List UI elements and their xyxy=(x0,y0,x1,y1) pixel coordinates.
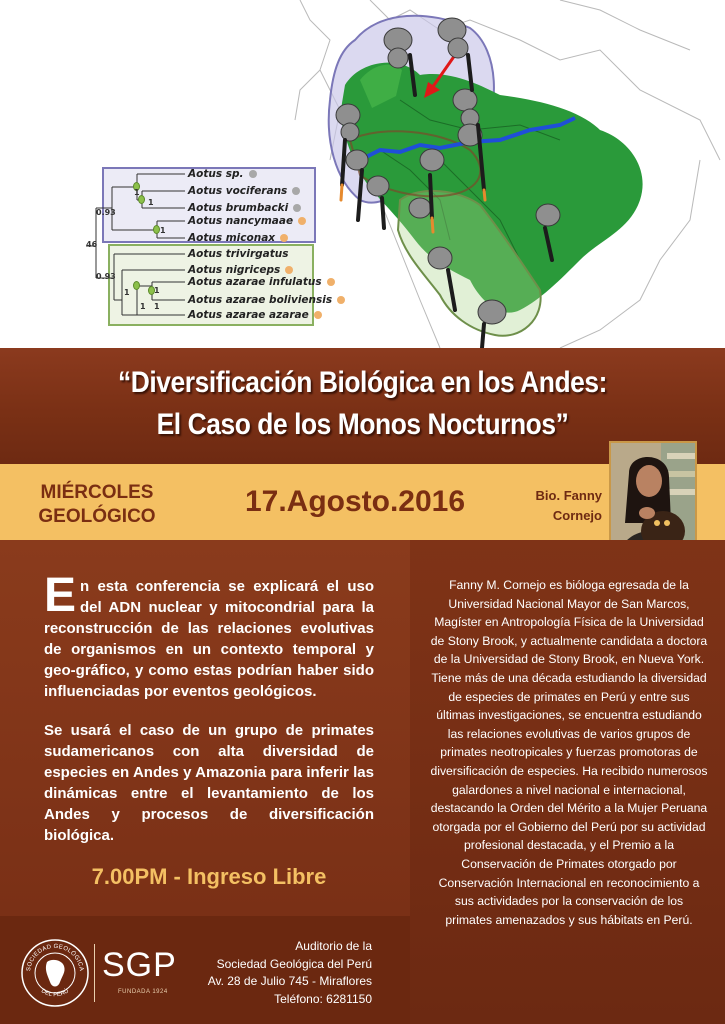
drop-cap: E xyxy=(44,569,77,622)
distribution-marker xyxy=(337,296,345,304)
distribution-marker xyxy=(298,217,306,225)
title-line-2: El Caso de los Monos Nocturnos” xyxy=(156,408,569,441)
description-paragraph-2: Se usará el caso de un grupo de primates sudamericanos con alta diversidad de especies en Andes y Amazonia para inferir las dinámicas entre el levantamiento de los Andes y procesos de diversificación biológica. xyxy=(44,722,374,844)
taxon-label: Aotus nancymaae xyxy=(188,215,306,227)
support-value: 1 xyxy=(154,286,160,295)
distribution-marker xyxy=(314,311,322,319)
support-value: 46 xyxy=(86,240,98,249)
event-series-name xyxy=(22,481,172,529)
sgp-seal-logo xyxy=(20,938,90,1008)
distribution-marker xyxy=(327,278,335,286)
speaker-name-line-2: Cornejo xyxy=(552,508,602,523)
venue-phone: Teléfono: 6281150 xyxy=(274,991,372,1006)
phylogenetic-tree xyxy=(82,160,333,332)
description-text-1: n esta conferencia se explicará el uso del ADN nuclear y mitocondrial para la reconstrucción de las relaciones evolutivas de organismos en un contexto temporal y geo-gráfico, y como estas podrían haber sido influenciadas por eventos geológicos. xyxy=(44,578,374,700)
distribution-marker xyxy=(280,234,288,242)
taxon-label: Aotus vociferans xyxy=(188,185,300,197)
taxon-label: Aotus nigriceps xyxy=(188,264,293,276)
taxon-label: Aotus azarae azarae xyxy=(188,309,322,321)
distribution-marker xyxy=(249,170,257,178)
svg-text:SOCIEDAD GEOLÓGICA: SOCIEDAD GEOLÓGICA xyxy=(26,943,84,972)
taxon-label: Aotus azarae infulatus xyxy=(188,276,335,288)
support-value: 1 xyxy=(140,302,146,311)
admission-info: 7.00PM - Ingreso Libre xyxy=(91,864,327,889)
event-name-line-2: GEOLÓGICO xyxy=(38,506,156,527)
venue-line-2: Sociedad Geológica del Perú xyxy=(216,956,372,971)
sgp-wordmark: SGP xyxy=(102,946,177,984)
sgp-founded: FUNDADA 1924 xyxy=(118,989,168,995)
support-value: 0.93 xyxy=(96,272,116,281)
support-value: 1 xyxy=(154,302,160,311)
support-value: 1 xyxy=(134,188,140,197)
description-paragraph-1 xyxy=(44,569,374,702)
speaker-biography: Fanny M. Cornejo es bióloga egresada de la Universidad Nacional Mayor de San Marcos, Magíster en Antropología Física de la Universidad de Stony Brook, y actualmente candidata a doctora de la Universidad de Stony Brook, en Nueva York. Tiene más de una década estudiando la diversidad de especies de primates en Perú y entre sus últimas investigaciones, se encuentra estudiando las relaciones evolutivas de varios grupos de primates neotropicales y fuerzas promotoras de diversificación de especies. Ha recibido numerosos galardones a nivel nacional e internacional, destacando la Orden del Mérito a la Mujer Peruana otorgada por el Gobierno del Perú por su actividad profesional destacada, y el Premio a la Conservación de Primates otorgado por Conservación Internacional en reconocimiento a sus actividades por la conservación de los primates amenazados y sus hábitats en Perú. xyxy=(430,578,708,927)
taxon-label: Aotus azarae boliviensis xyxy=(188,294,345,306)
distribution-marker xyxy=(285,266,293,274)
event-name-line-1: MIÉRCOLES xyxy=(40,482,154,503)
taxon-label: Aotus miconax xyxy=(188,232,288,244)
phylogeography-figure xyxy=(0,0,725,348)
taxon-label: Aotus brumbacki xyxy=(188,202,301,214)
tree-node xyxy=(133,281,140,290)
tree-node xyxy=(153,225,160,234)
distribution-marker xyxy=(292,187,300,195)
support-value: 1 xyxy=(148,198,154,207)
taxon-label: Aotus trivirgatus xyxy=(188,248,289,260)
title-line-1: “Diversificación Biológica en los Andes: xyxy=(117,366,608,399)
event-date: 17.Agosto.2016 xyxy=(244,485,466,518)
support-value: 0.93 xyxy=(96,208,116,217)
speaker-name-line-1: Bio. Fanny xyxy=(535,488,602,503)
support-value: 1 xyxy=(160,226,166,235)
svg-text:DEL PERÚ: DEL PERÚ xyxy=(39,988,71,999)
taxon-label: Aotus sp. xyxy=(188,168,257,180)
distribution-marker xyxy=(293,204,301,212)
venue-address: Av. 28 de Julio 745 - Miraflores xyxy=(207,974,372,988)
support-value: 1 xyxy=(124,288,130,297)
venue-info xyxy=(196,938,372,1008)
venue-line-1: Auditorio de la xyxy=(295,939,372,953)
logo-divider xyxy=(94,944,95,1002)
speaker-name xyxy=(506,486,602,526)
